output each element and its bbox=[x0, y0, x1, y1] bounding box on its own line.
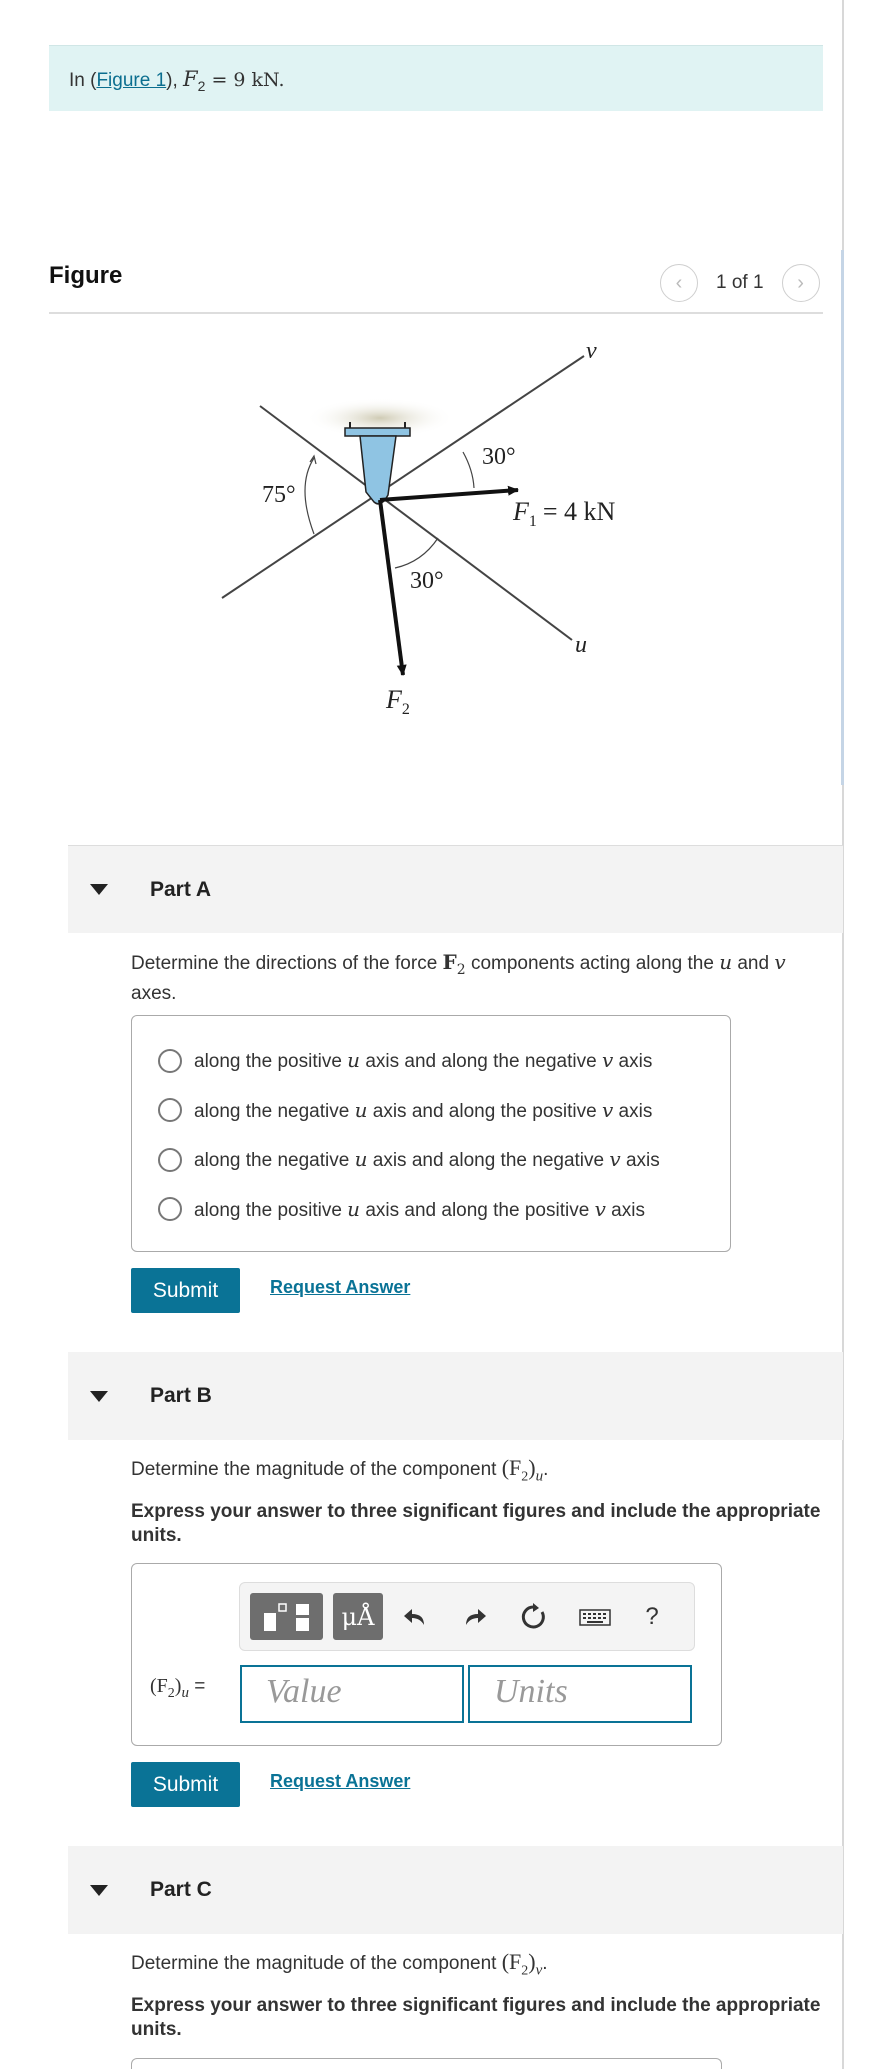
redo-icon bbox=[462, 1605, 488, 1629]
part-b-question: Determine the magnitude of the component $(F_2)_u$. bbox=[131, 1455, 549, 1485]
units-input[interactable]: Units bbox=[468, 1665, 692, 1723]
question-text: Determine the magnitude of the component bbox=[131, 1953, 502, 1974]
next-figure-button[interactable] bbox=[782, 264, 820, 302]
question-end: axes. bbox=[131, 982, 177, 1004]
angle-arc-30-top bbox=[463, 452, 474, 488]
keyboard-button[interactable] bbox=[573, 1607, 617, 1627]
f2-value: = 9 kN. bbox=[205, 69, 285, 91]
reset-icon bbox=[519, 1603, 547, 1631]
part-a-submit-button[interactable]: Submit bbox=[131, 1268, 240, 1313]
choice-option[interactable] bbox=[158, 1135, 730, 1185]
figure-divider bbox=[49, 312, 823, 314]
component-expression: $(F_2)_v$ bbox=[501, 1949, 543, 1979]
part-c-header[interactable] bbox=[68, 1846, 843, 1934]
choice-option[interactable] bbox=[158, 1036, 730, 1086]
u-symbol: u bbox=[719, 950, 733, 974]
figure-title: Figure bbox=[49, 262, 123, 289]
radio-button[interactable] bbox=[158, 1197, 182, 1221]
radio-button[interactable] bbox=[158, 1098, 182, 1122]
part-a-header[interactable] bbox=[68, 845, 843, 933]
question-text-mid: components acting along the bbox=[465, 953, 720, 974]
part-b-instruction: Express your answer to three significant figures and include the appropriate units. bbox=[131, 1501, 821, 1546]
question-and: and bbox=[732, 953, 775, 974]
question-text: Determine the magnitude of the component bbox=[131, 1459, 502, 1480]
part-c-answer-box bbox=[131, 2058, 722, 2069]
figure-pager bbox=[660, 264, 820, 302]
bracket-plate bbox=[345, 428, 410, 436]
f2-symbol: F bbox=[183, 67, 198, 91]
part-a-title: Part A bbox=[150, 877, 212, 901]
redo-button[interactable] bbox=[455, 1605, 495, 1629]
figure-link[interactable]: Figure 1 bbox=[96, 70, 167, 91]
undo-icon bbox=[402, 1605, 428, 1629]
part-c-title: Part C bbox=[150, 1878, 212, 1901]
f2-sub: 2 bbox=[197, 77, 206, 94]
component-expression: $(F_2)_u$ bbox=[501, 1455, 544, 1485]
collapse-triangle-icon[interactable] bbox=[90, 1885, 108, 1896]
prev-figure-button[interactable] bbox=[660, 264, 698, 302]
force-diagram bbox=[200, 330, 660, 730]
answer-box bbox=[131, 1563, 722, 1746]
part-b-header[interactable] bbox=[68, 1352, 843, 1440]
angle-30-top-label: 30° bbox=[482, 444, 516, 470]
undo-button[interactable] bbox=[395, 1605, 435, 1629]
choice-list bbox=[131, 1015, 731, 1252]
radio-button[interactable] bbox=[158, 1148, 182, 1172]
value-input[interactable]: Value bbox=[240, 1665, 464, 1723]
reset-button[interactable] bbox=[513, 1603, 553, 1631]
chevron-left-icon: ‹ bbox=[675, 271, 683, 294]
choice-text: along the positive u axis and along the negative v axis bbox=[194, 1048, 653, 1073]
angle-75-label: 75° bbox=[262, 482, 296, 508]
f2-bold-sub: 2 bbox=[456, 961, 466, 978]
answer-label: $(F_2)_u$ = bbox=[150, 1675, 206, 1701]
part-c-instruction: Express your answer to three significant figures and include the appropriate units. bbox=[131, 1995, 821, 2040]
angle-30-bottom-label: 30° bbox=[410, 568, 444, 594]
f2-arrow bbox=[380, 500, 403, 675]
choice-option[interactable] bbox=[158, 1185, 730, 1235]
choice-option[interactable] bbox=[158, 1086, 730, 1136]
page-scrollbar-thumb[interactable] bbox=[841, 250, 844, 785]
part-c-question: Determine the magnitude of the component $(F_2)_v$. bbox=[131, 1949, 548, 1979]
part-a-request-answer-link[interactable]: Request Answer bbox=[270, 1277, 411, 1297]
help-button[interactable]: ? bbox=[645, 1602, 659, 1630]
problem-intro bbox=[49, 45, 823, 111]
f2-label: $F_2$ bbox=[386, 685, 410, 718]
f1-label: $F_1 = 4$ kN bbox=[513, 497, 616, 530]
angle-arc-75 bbox=[305, 458, 314, 534]
units-symbol-button[interactable]: μÅ bbox=[333, 1593, 383, 1640]
radio-button[interactable] bbox=[158, 1049, 182, 1073]
chevron-right-icon: › bbox=[797, 271, 804, 294]
u-axis-label: u bbox=[575, 632, 587, 658]
part-a-question bbox=[131, 950, 843, 1006]
collapse-triangle-icon[interactable] bbox=[90, 884, 108, 895]
v-axis-line bbox=[222, 356, 584, 598]
f2-bold-symbol: F bbox=[442, 950, 457, 974]
part-b-request-answer-link[interactable]: Request Answer bbox=[270, 1771, 411, 1791]
part-b-title: Part B bbox=[150, 1384, 212, 1407]
intro-prefix: In ( bbox=[69, 70, 97, 91]
templates-icon bbox=[262, 1601, 312, 1633]
figure-page-count: 1 of 1 bbox=[716, 272, 764, 293]
choice-text: along the positive u axis and along the positive v axis bbox=[194, 1196, 645, 1221]
question-text: Determine the directions of the force bbox=[131, 953, 443, 974]
collapse-triangle-icon[interactable] bbox=[90, 1391, 108, 1402]
f1-arrow bbox=[380, 490, 518, 500]
templates-button[interactable] bbox=[250, 1593, 323, 1640]
bracket-body bbox=[360, 436, 396, 504]
v-symbol: v bbox=[774, 950, 786, 974]
part-b-submit-button[interactable]: Submit bbox=[131, 1762, 240, 1807]
math-toolbar bbox=[239, 1582, 695, 1651]
choice-text: along the negative u axis and along the negative v axis bbox=[194, 1147, 660, 1172]
angle-arc-30-bottom bbox=[395, 538, 438, 568]
v-axis-label: v bbox=[586, 338, 597, 364]
intro-suffix: ), bbox=[166, 70, 184, 91]
choice-text: along the negative u axis and along the positive v axis bbox=[194, 1097, 653, 1122]
keyboard-icon bbox=[579, 1607, 611, 1627]
